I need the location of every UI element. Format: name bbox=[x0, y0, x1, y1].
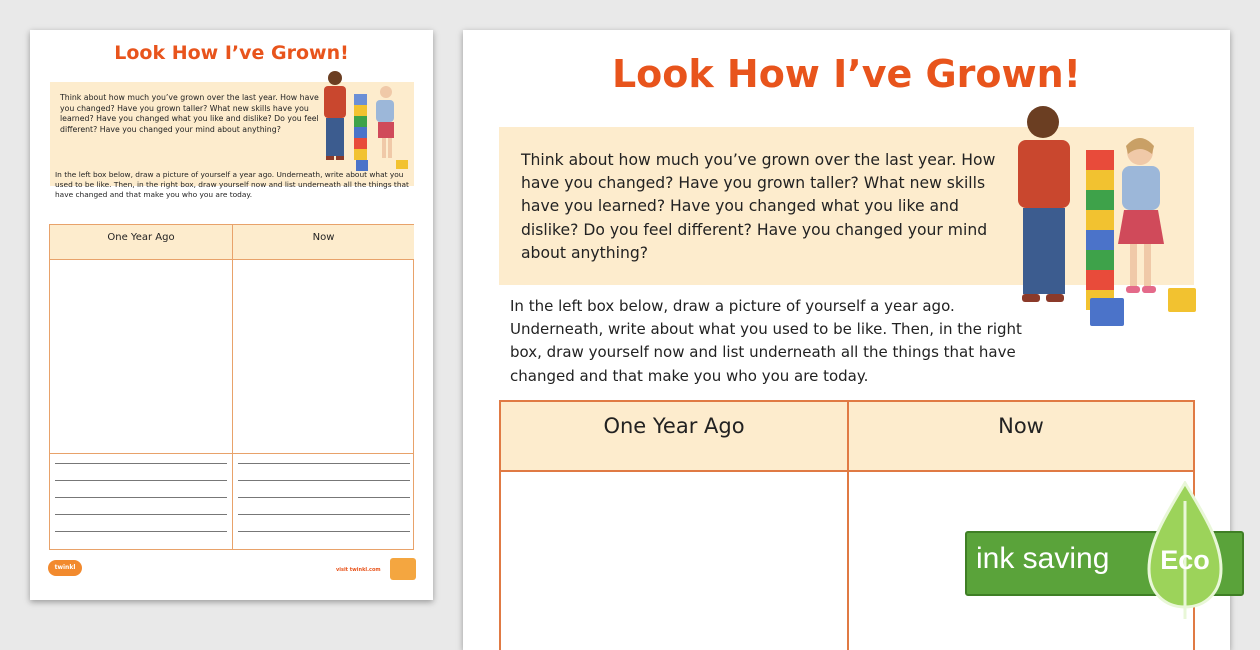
footer-badge-icon bbox=[390, 558, 416, 580]
children-stacking-blocks-illustration bbox=[320, 70, 420, 186]
writing-line bbox=[55, 497, 227, 498]
children-stacking-blocks-illustration-large bbox=[1008, 102, 1198, 334]
worksheet-thumbnail bbox=[30, 30, 433, 600]
instructions-text-large: In the left box below, draw a picture of yourself a year ago. Underneath, write about what you used to be like. Then, in the right box, draw yourself now and list underneath all the things that have changed and that make you who you are today. bbox=[510, 297, 1022, 385]
intro-text: Think about how much you’ve grown over the last year. How have you changed? Have you grown taller? What new skills have you learned? Have you changed what you like and dislike? Do you feel different? Have you changed your mind about anything? bbox=[60, 93, 319, 134]
column-header-one-year-ago: One Year Ago bbox=[50, 225, 232, 260]
writing-line bbox=[238, 531, 410, 532]
writing-line bbox=[238, 463, 410, 464]
eco-label: Eco bbox=[1160, 545, 1210, 575]
drawing-table-large bbox=[499, 400, 1195, 650]
drawing-area-divider bbox=[50, 453, 413, 454]
writing-line bbox=[55, 514, 227, 515]
writing-line bbox=[55, 480, 227, 481]
writing-line bbox=[55, 463, 227, 464]
column-header-now-large: Now bbox=[849, 402, 1193, 472]
instructions-text: In the left box below, draw a picture of yourself a year ago. Underneath, write about what you used to be like. Then, in the right box, draw yourself now and list underneath all the things that have changed and that make you who you are today. bbox=[55, 170, 409, 200]
intro-text-large: Think about how much you’ve grown over the last year. How have you changed? Have you grown taller? What new skills have you learned? Have you changed what you like and dislike? Do you feel different? Have you changed your mind about anything? bbox=[521, 151, 996, 262]
writing-line bbox=[238, 514, 410, 515]
ink-saving-text: ink saving bbox=[976, 542, 1110, 575]
column-header-one-year-ago-large: One Year Ago bbox=[501, 402, 847, 472]
twinkl-logo: twinkl bbox=[48, 560, 82, 576]
drawing-table bbox=[49, 224, 414, 550]
writing-line bbox=[238, 480, 410, 481]
footer-url: visit twinkl.com bbox=[336, 567, 381, 573]
page-title-large: Look How I’ve Grown! bbox=[611, 52, 1082, 96]
column-header-now: Now bbox=[233, 225, 414, 260]
column-divider-large bbox=[847, 402, 849, 650]
writing-line bbox=[55, 531, 227, 532]
writing-line bbox=[238, 497, 410, 498]
column-divider bbox=[232, 225, 233, 549]
page-title: Look How I’ve Grown! bbox=[114, 42, 349, 64]
